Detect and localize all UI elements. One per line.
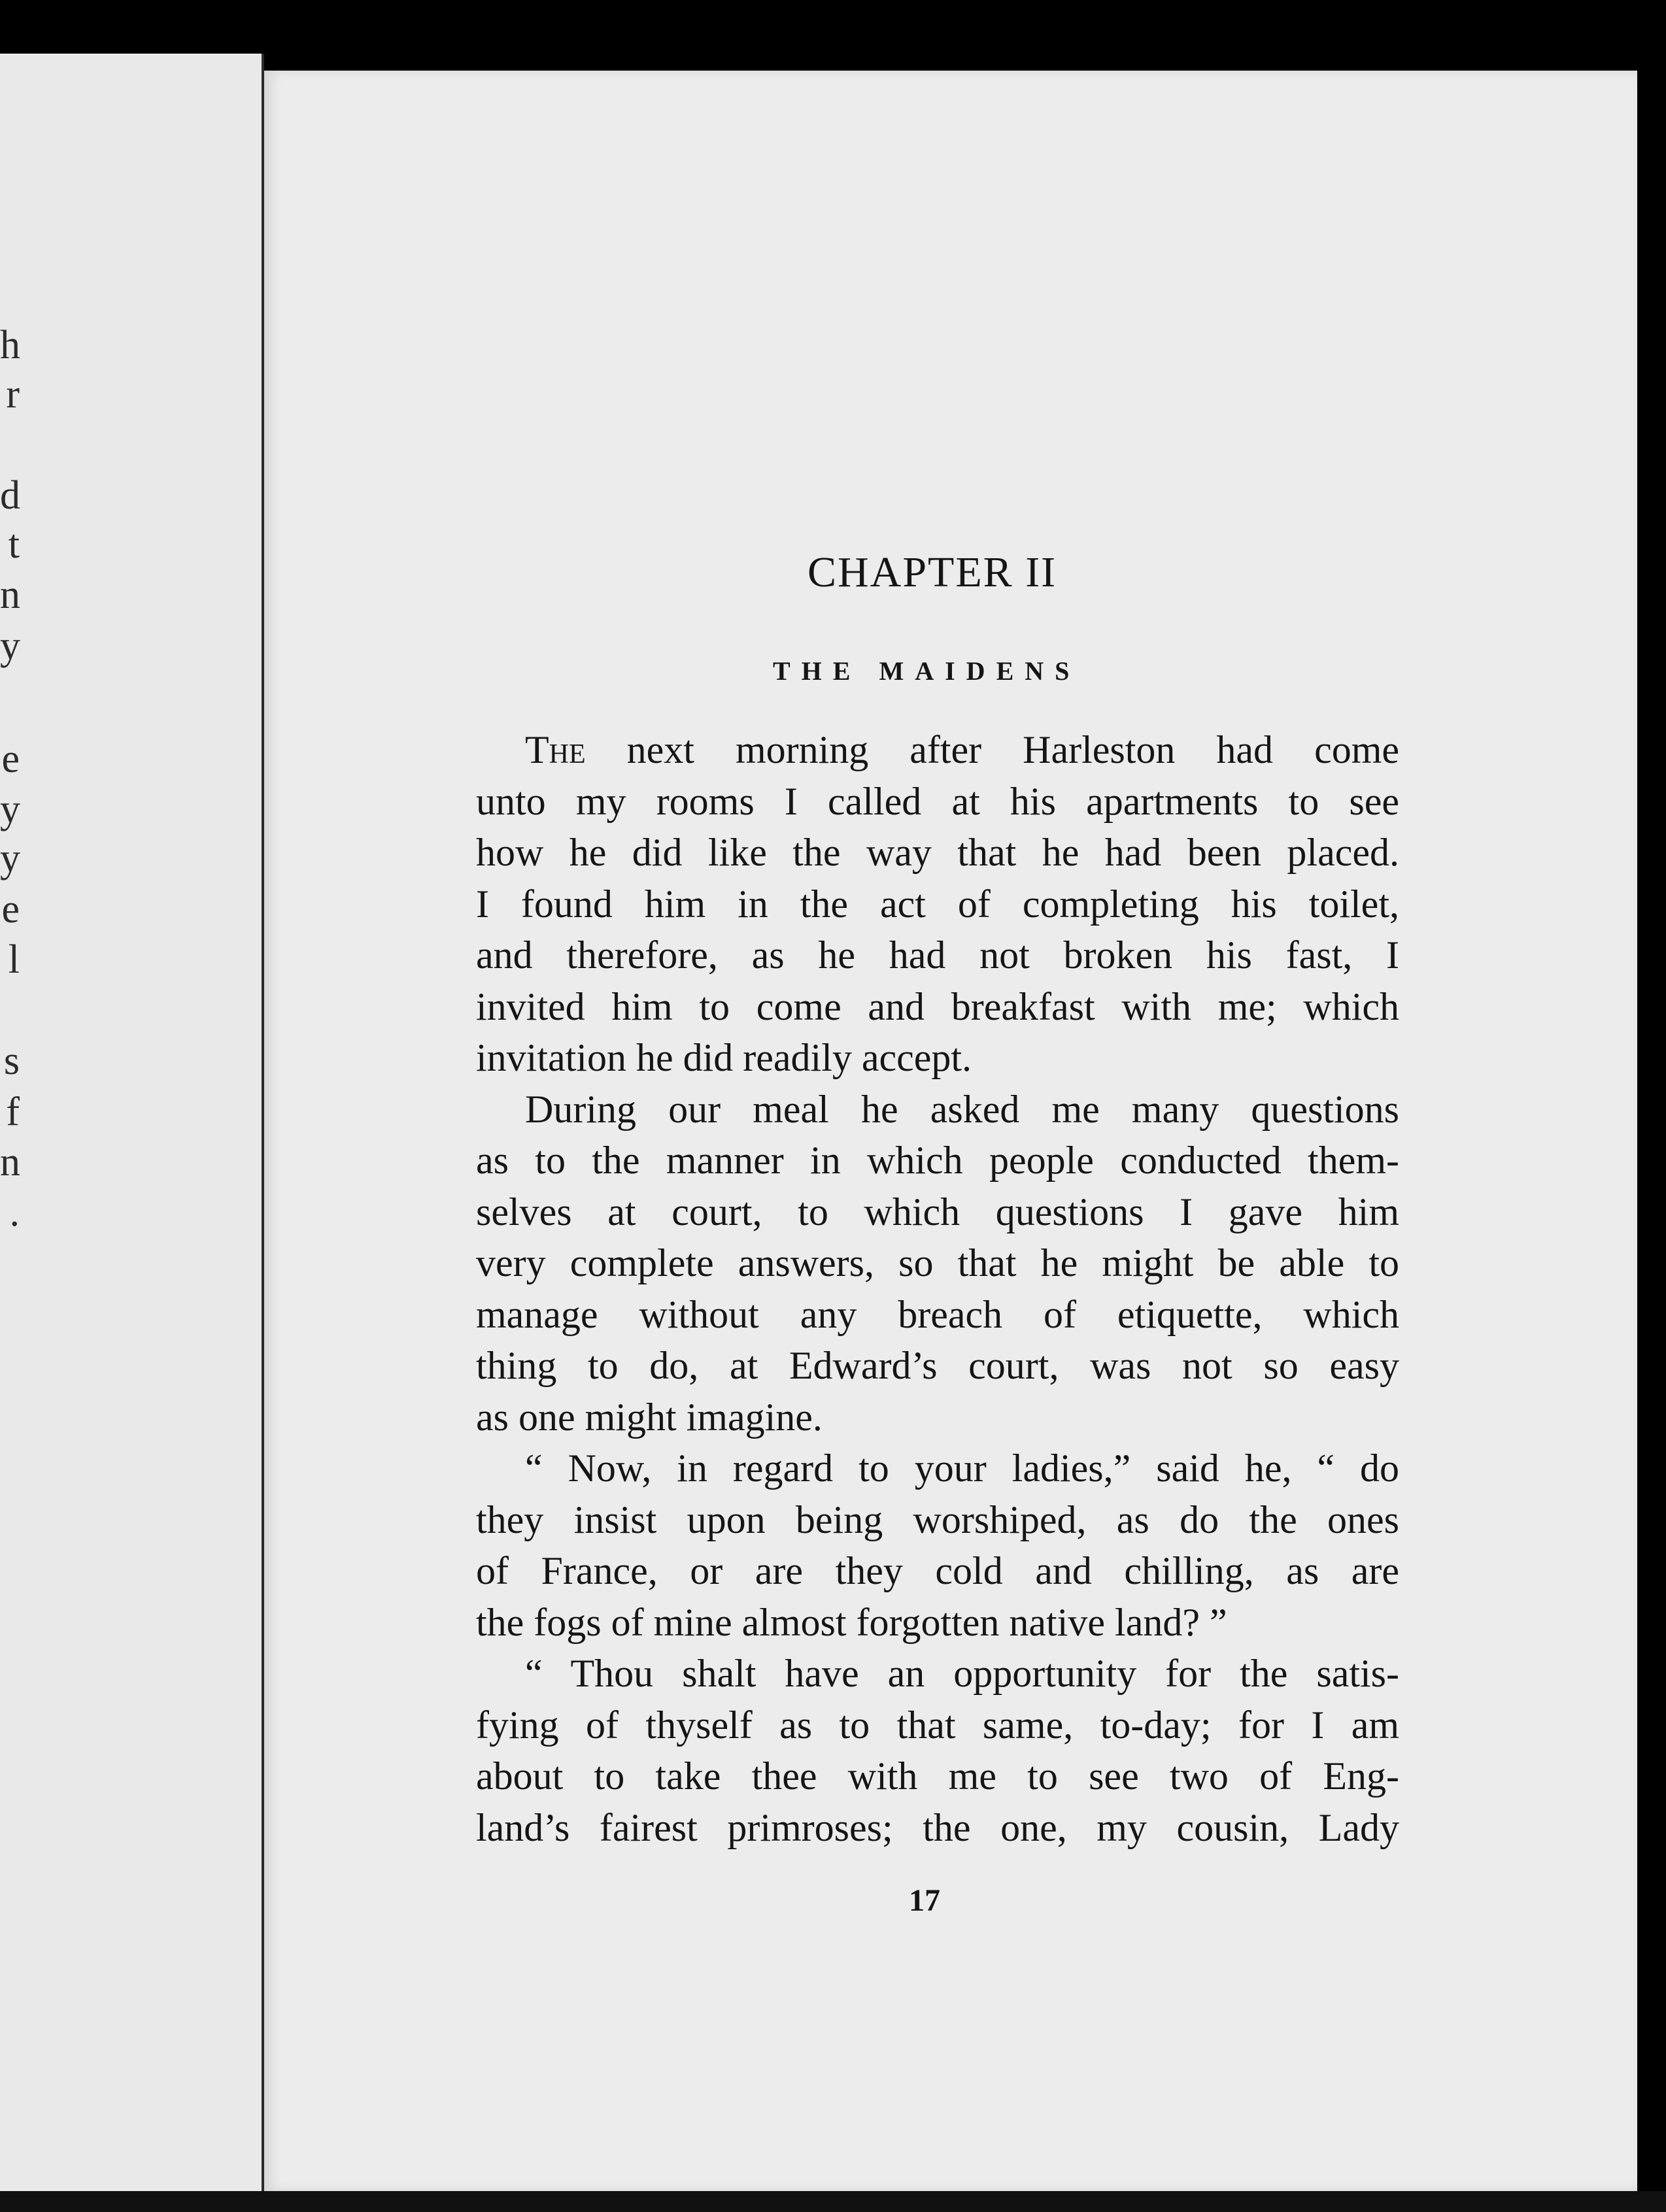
page-number: 17: [909, 1883, 940, 1918]
text-line: as to the manner in which people conducted them-: [476, 1139, 1399, 1182]
text-line: how he did like the way that he had been placed.: [476, 831, 1399, 874]
text-line: about to take thee with me to see two of Eng-: [476, 1754, 1399, 1798]
margin-glyph: h: [0, 323, 20, 367]
margin-glyph: n: [0, 573, 20, 617]
margin-glyph: s: [3, 1039, 20, 1083]
chapter-subtitle: THE MAIDENS: [773, 656, 1081, 686]
scan-right-border: [1637, 71, 1666, 2212]
text-line: invitation he did readily accept.: [476, 1036, 972, 1079]
body-text: [476, 724, 1399, 1853]
scan-bottom-border: [0, 2191, 1666, 2212]
text-line: the fogs of mine almost forgotten native land? ”: [476, 1600, 1227, 1644]
margin-glyph: l: [8, 937, 20, 982]
margin-glyph: y: [0, 624, 20, 668]
chapter-title: CHAPTER II: [808, 548, 1057, 596]
margin-glyph: t: [8, 522, 20, 567]
margin-glyph: y: [0, 787, 20, 831]
text-line: very complete answers, so that he might be able to: [476, 1241, 1399, 1284]
margin-glyph: n: [0, 1140, 20, 1184]
text-line: fying of thyself as to that same, to-day; for I am: [476, 1703, 1399, 1747]
text-line: they insist upon being worshiped, as do the ones: [476, 1498, 1399, 1541]
text-line: unto my rooms I called at his apartments to see: [476, 779, 1399, 823]
text-line: “ Now, in regard to your ladies,” said he, “ do: [525, 1447, 1399, 1490]
text-line: manage without any breach of etiquette, which: [476, 1292, 1399, 1336]
margin-glyph: r: [6, 372, 20, 416]
margin-glyph: d: [0, 473, 20, 518]
text-line: thing to do, at Edward’s court, was not so easy: [476, 1344, 1399, 1387]
text-line: of France, or are they cold and chilling, as are: [476, 1549, 1399, 1592]
text-line: During our meal he asked me many questions: [525, 1087, 1399, 1131]
text-line: “ Thou shalt have an opportunity for the satis-: [525, 1652, 1399, 1695]
margin-glyph: e: [1, 887, 20, 931]
margin-glyph: f: [6, 1090, 20, 1134]
drop-word: The: [525, 728, 586, 771]
text-line: The next morning after Harleston had come: [525, 728, 1399, 771]
margin-glyph: e: [1, 737, 20, 781]
text-line: as one might imagine.: [476, 1395, 823, 1439]
margin-glyph: y: [0, 836, 20, 880]
text-line: selves at court, to which questions I gave him: [476, 1190, 1399, 1233]
left-page: [0, 54, 264, 2191]
text-line: I found him in the act of completing his toilet,: [476, 882, 1399, 926]
margin-glyph: .: [9, 1190, 20, 1235]
text-line: land’s fairest primroses; the one, my cousin, Lady: [476, 1805, 1399, 1849]
text-line: and therefore, as he had not broken his fast, I: [476, 933, 1399, 977]
text-line: invited him to come and breakfast with me; which: [476, 984, 1399, 1028]
